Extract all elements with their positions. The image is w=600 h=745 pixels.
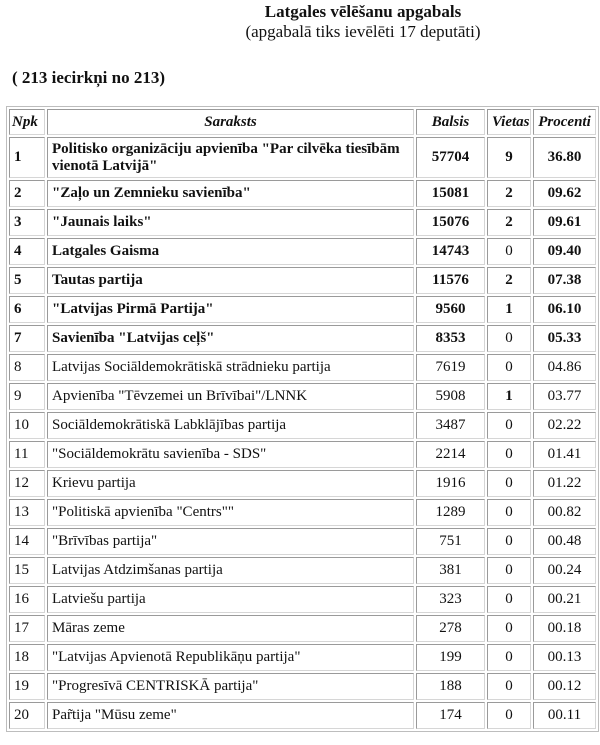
vote-percent: 01.41	[533, 441, 596, 468]
vote-percent: 00.11	[533, 702, 596, 729]
vote-percent: 36.80	[533, 137, 596, 178]
table-row	[9, 557, 596, 584]
row-number: 16	[9, 586, 45, 613]
party-name: Latgales Gaisma	[47, 238, 414, 265]
row-number: 17	[9, 615, 45, 642]
table-row	[9, 644, 596, 671]
row-number: 12	[9, 470, 45, 497]
table-header-row	[9, 109, 596, 135]
party-name: "Politiskā apvienība "Centrs""	[47, 499, 414, 526]
seats-count: 1	[487, 383, 531, 410]
party-name: Sociāldemokrātiskā Labklājības partija	[47, 412, 414, 439]
seats-count: 0	[487, 354, 531, 381]
votes-count: 15076	[416, 209, 485, 236]
votes-count: 381	[416, 557, 485, 584]
column-header-procenti: Procenti	[533, 109, 596, 135]
seats-count: 0	[487, 499, 531, 526]
votes-count: 2214	[416, 441, 485, 468]
vote-percent: 00.82	[533, 499, 596, 526]
vote-percent: 02.22	[533, 412, 596, 439]
votes-count: 323	[416, 586, 485, 613]
vote-percent: 04.86	[533, 354, 596, 381]
party-name: Latvijas Sociāldemokrātiskā strādnieku partija	[47, 354, 414, 381]
table-row	[9, 441, 596, 468]
table-row	[9, 702, 596, 729]
party-name: "Brīvības partija"	[47, 528, 414, 555]
row-number: 15	[9, 557, 45, 584]
row-number: 18	[9, 644, 45, 671]
vote-percent: 00.24	[533, 557, 596, 584]
seats-count: 0	[487, 528, 531, 555]
party-name: "Zaļo un Zemnieku savienība"	[47, 180, 414, 207]
votes-count: 278	[416, 615, 485, 642]
seats-count: 0	[487, 673, 531, 700]
table-row	[9, 528, 596, 555]
party-name: Apvienība "Tēvzemei un Brīvībai"/LNNK	[47, 383, 414, 410]
party-name: Latvijas Atdzimšanas partija	[47, 557, 414, 584]
votes-count: 5908	[416, 383, 485, 410]
party-name: Politisko organizāciju apvienība "Par cilvēka tiesībām vienotā Latvijā"	[47, 137, 414, 178]
column-header-balsis: Balsis	[416, 109, 485, 135]
table-row	[9, 673, 596, 700]
votes-count: 7619	[416, 354, 485, 381]
row-number: 9	[9, 383, 45, 410]
row-number: 8	[9, 354, 45, 381]
row-number: 5	[9, 267, 45, 294]
party-name: "Jaunais laiks"	[47, 209, 414, 236]
page-title: Latgales vēlēšanu apgabals	[264, 2, 462, 21]
column-header-saraksts: Saraksts	[47, 109, 414, 135]
vote-percent: 09.61	[533, 209, 596, 236]
seats-count: 2	[487, 267, 531, 294]
column-header-npk: Npk	[9, 109, 45, 135]
party-name: "Latvijas Pirmā Partija"	[47, 296, 414, 323]
table-row	[9, 267, 596, 294]
table-row	[9, 180, 596, 207]
row-number: 2	[9, 180, 45, 207]
table-row	[9, 615, 596, 642]
results-table	[6, 106, 599, 732]
votes-count: 751	[416, 528, 485, 555]
seats-count: 0	[487, 644, 531, 671]
precincts-counted: ( 213 iecirkņi no 213)	[12, 68, 165, 87]
vote-percent: 07.38	[533, 267, 596, 294]
vote-percent: 09.62	[533, 180, 596, 207]
row-number: 14	[9, 528, 45, 555]
table-row	[9, 354, 596, 381]
table-row	[9, 383, 596, 410]
vote-percent: 00.48	[533, 528, 596, 555]
party-name: "Progresīvā CENTRISKĀ partija"	[47, 673, 414, 700]
seats-count: 0	[487, 412, 531, 439]
seats-count: 2	[487, 209, 531, 236]
seats-count: 0	[487, 586, 531, 613]
seats-count: 0	[487, 238, 531, 265]
votes-count: 15081	[416, 180, 485, 207]
row-number: 10	[9, 412, 45, 439]
vote-percent: 09.40	[533, 238, 596, 265]
row-number: 20	[9, 702, 45, 729]
row-number: 11	[9, 441, 45, 468]
votes-count: 11576	[416, 267, 485, 294]
seats-count: 2	[487, 180, 531, 207]
vote-percent: 05.33	[533, 325, 596, 352]
votes-count: 1916	[416, 470, 485, 497]
party-name: "Sociāldemokrātu savienība - SDS"	[47, 441, 414, 468]
table-row	[9, 586, 596, 613]
table-row	[9, 209, 596, 236]
table-row	[9, 238, 596, 265]
party-name: Savienība "Latvijas ceļš"	[47, 325, 414, 352]
table-row	[9, 499, 596, 526]
votes-count: 199	[416, 644, 485, 671]
vote-percent: 00.21	[533, 586, 596, 613]
table-row	[9, 137, 596, 178]
party-name: Tautas partija	[47, 267, 414, 294]
page-subtitle: (apgabalā tiks ievēlēti 17 deputāti)	[245, 22, 481, 41]
vote-percent: 06.10	[533, 296, 596, 323]
table-row	[9, 325, 596, 352]
party-name: Par̃tija "Mūsu zeme"	[47, 702, 414, 729]
votes-count: 9560	[416, 296, 485, 323]
column-header-vietas: Vietas	[487, 109, 531, 135]
party-name: "Latvijas Apvienotā Republikāņu partija"	[47, 644, 414, 671]
votes-count: 14743	[416, 238, 485, 265]
row-number: 6	[9, 296, 45, 323]
votes-count: 57704	[416, 137, 485, 178]
votes-count: 1289	[416, 499, 485, 526]
votes-count: 8353	[416, 325, 485, 352]
votes-count: 174	[416, 702, 485, 729]
seats-count: 0	[487, 702, 531, 729]
row-number: 1	[9, 137, 45, 178]
vote-percent: 00.12	[533, 673, 596, 700]
table-row	[9, 470, 596, 497]
seats-count: 0	[487, 441, 531, 468]
table-body	[9, 137, 596, 729]
vote-percent: 00.13	[533, 644, 596, 671]
seats-count: 1	[487, 296, 531, 323]
row-number: 4	[9, 238, 45, 265]
votes-count: 188	[416, 673, 485, 700]
row-number: 19	[9, 673, 45, 700]
vote-percent: 01.22	[533, 470, 596, 497]
votes-count: 3487	[416, 412, 485, 439]
seats-count: 9	[487, 137, 531, 178]
vote-percent: 03.77	[533, 383, 596, 410]
table-row	[9, 412, 596, 439]
row-number: 13	[9, 499, 45, 526]
table-row	[9, 296, 596, 323]
party-name: Krievu partija	[47, 470, 414, 497]
seats-count: 0	[487, 557, 531, 584]
seats-count: 0	[487, 615, 531, 642]
vote-percent: 00.18	[533, 615, 596, 642]
row-number: 3	[9, 209, 45, 236]
party-name: Māras zeme	[47, 615, 414, 642]
party-name: Latviešu partija	[47, 586, 414, 613]
row-number: 7	[9, 325, 45, 352]
seats-count: 0	[487, 325, 531, 352]
seats-count: 0	[487, 470, 531, 497]
